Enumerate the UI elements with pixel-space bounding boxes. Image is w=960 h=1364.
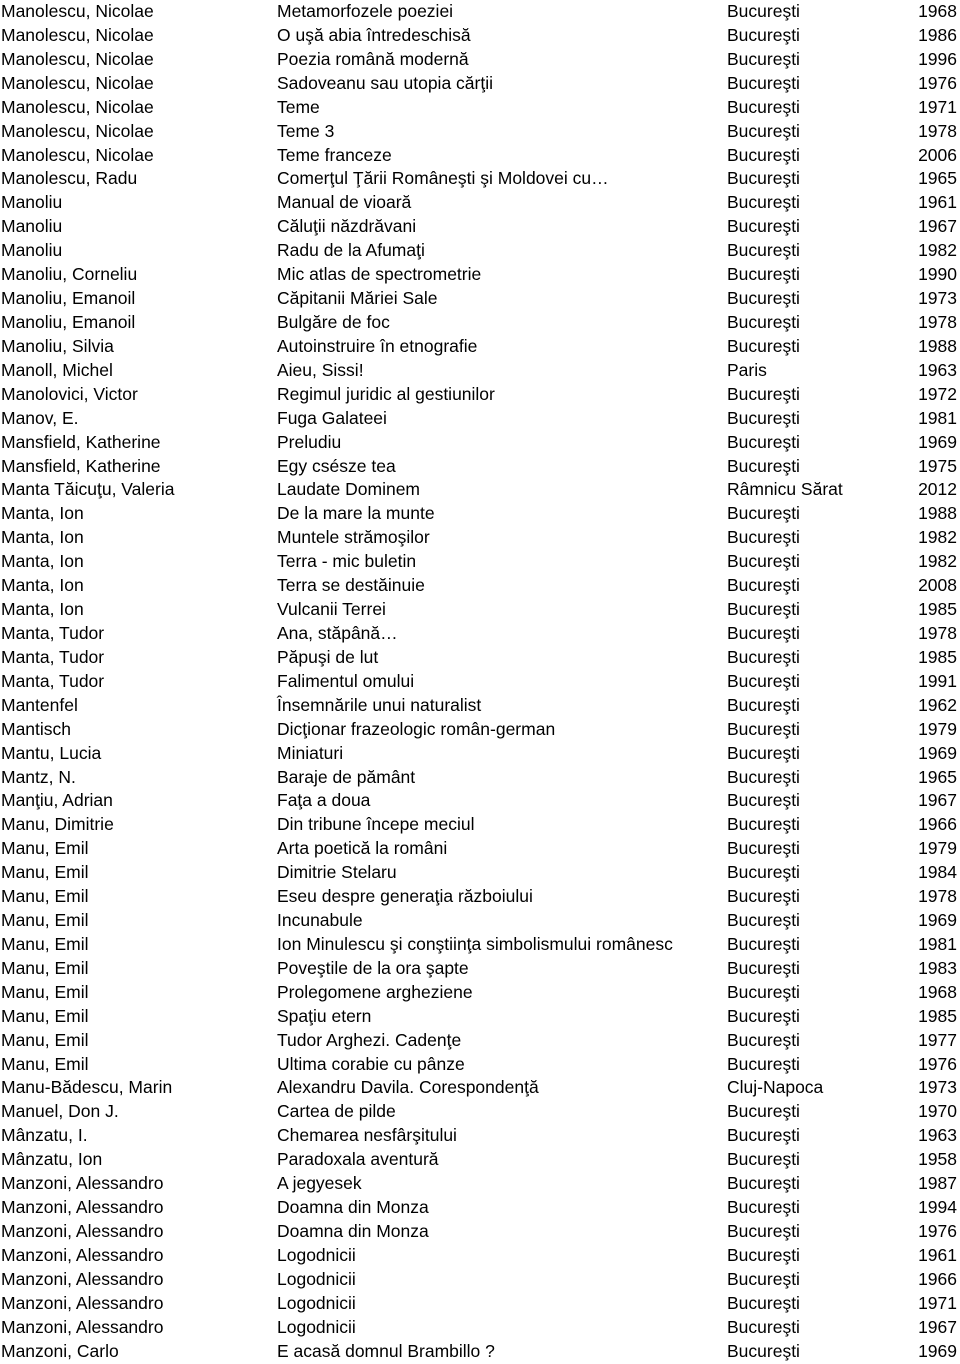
year-cell: 1976	[918, 72, 957, 93]
catalog-row	[0, 167, 960, 191]
title-cell: Miniaturi	[277, 742, 344, 763]
place-cell: Bucureşti	[727, 311, 800, 332]
author-cell: Manta Tăicuţu, Valeria	[1, 479, 175, 500]
author-cell: Manu, Emil	[1, 862, 89, 883]
author-cell: Manolescu, Nicolae	[1, 144, 154, 165]
author-cell: Manolescu, Nicolae	[1, 24, 154, 45]
author-cell: Mânzatu, I.	[1, 1125, 88, 1146]
author-cell: Manoliu	[1, 216, 63, 237]
year-cell: 1961	[918, 1244, 957, 1265]
title-cell: Păpuşi de lut	[277, 646, 379, 667]
author-cell: Manzoni, Alessandro	[1, 1197, 164, 1218]
author-cell: Manta, Tudor	[1, 622, 105, 643]
author-cell: Manta, Tudor	[1, 670, 105, 691]
author-cell: Manolescu, Nicolae	[1, 72, 154, 93]
catalog-row	[0, 478, 960, 502]
author-cell: Manu, Emil	[1, 981, 89, 1002]
title-cell: Bulgăre de foc	[277, 311, 390, 332]
title-cell: Căpitanii Măriei Sale	[277, 288, 438, 309]
author-cell: Manoliu, Emanoil	[1, 288, 136, 309]
year-cell: 2008	[918, 575, 957, 596]
catalog-row	[0, 1244, 960, 1268]
catalog-row	[0, 96, 960, 120]
catalog-row	[0, 311, 960, 335]
year-cell: 1994	[918, 1197, 957, 1218]
year-cell: 1963	[918, 359, 957, 380]
place-cell: Bucureşti	[727, 383, 800, 404]
catalog-row	[0, 0, 960, 24]
author-cell: Manzoni, Carlo	[1, 1340, 119, 1361]
title-cell: De la mare la munte	[277, 503, 435, 524]
year-cell: 1973	[918, 288, 957, 309]
year-cell: 1987	[918, 1173, 957, 1194]
catalog-row	[0, 574, 960, 598]
author-cell: Manzoni, Alessandro	[1, 1316, 164, 1337]
year-cell: 1963	[918, 1125, 957, 1146]
catalog-row	[0, 526, 960, 550]
title-cell: Căluţii năzdrăvani	[277, 216, 417, 237]
catalog-row	[0, 72, 960, 96]
year-cell: 1967	[918, 216, 957, 237]
catalog-row	[0, 885, 960, 909]
place-cell: Bucureşti	[727, 335, 800, 356]
catalog-row	[0, 1220, 960, 1244]
place-cell: Bucureşti	[727, 1, 800, 21]
catalog-row	[0, 455, 960, 479]
title-cell: Alexandru Davila. Corespondenţă	[277, 1077, 539, 1098]
year-cell: 1975	[918, 455, 957, 476]
title-cell: Muntele strămoşilor	[277, 527, 430, 548]
place-cell: Bucureşti	[727, 144, 800, 165]
place-cell: Bucureşti	[727, 862, 800, 883]
catalog-row	[0, 502, 960, 526]
author-cell: Mantz, N.	[1, 766, 76, 787]
author-cell: Manu, Emil	[1, 933, 89, 954]
title-cell: Ana, stăpână…	[277, 622, 398, 643]
place-cell: Bucureşti	[727, 694, 800, 715]
place-cell: Bucureşti	[727, 1221, 800, 1242]
catalog-row	[0, 1076, 960, 1100]
title-cell: Mic atlas de spectrometrie	[277, 264, 482, 285]
place-cell: Bucureşti	[727, 742, 800, 763]
year-cell: 1967	[918, 790, 957, 811]
place-cell: Bucureşti	[727, 120, 800, 141]
year-cell: 1981	[918, 407, 957, 428]
title-cell: Doamna din Monza	[277, 1221, 429, 1242]
title-cell: Dicţionar frazeologic român-german	[277, 718, 556, 739]
title-cell: Teme 3	[277, 120, 335, 141]
year-cell: 2012	[918, 479, 957, 500]
place-cell: Bucureşti	[727, 1316, 800, 1337]
place-cell: Râmnicu Sărat	[727, 479, 843, 500]
catalog-row	[0, 120, 960, 144]
catalog-row	[0, 550, 960, 574]
catalog-row	[0, 813, 960, 837]
author-cell: Manoliu, Emanoil	[1, 311, 136, 332]
year-cell: 1969	[918, 910, 957, 931]
catalog-row	[0, 359, 960, 383]
title-cell: Arta poetică la români	[277, 838, 448, 859]
title-cell: Incunabule	[277, 910, 363, 931]
title-cell: Baraje de pământ	[277, 766, 416, 787]
place-cell: Bucureşti	[727, 814, 800, 835]
place-cell: Bucureşti	[727, 72, 800, 93]
catalog-row	[0, 1292, 960, 1316]
author-cell: Manolescu, Nicolae	[1, 1, 154, 21]
place-cell: Bucureşti	[727, 24, 800, 45]
year-cell: 1978	[918, 622, 957, 643]
catalog-row	[0, 263, 960, 287]
place-cell: Bucureşti	[727, 48, 800, 69]
place-cell: Bucureşti	[727, 1244, 800, 1265]
year-cell: 1979	[918, 838, 957, 859]
catalog-row	[0, 1124, 960, 1148]
catalog-row	[0, 1100, 960, 1124]
title-cell: Dimitrie Stelaru	[277, 862, 397, 883]
year-cell: 1966	[918, 1268, 957, 1289]
catalog-row	[0, 335, 960, 359]
author-cell: Mansfield, Katherine	[1, 431, 161, 452]
title-cell: Falimentul omului	[277, 670, 415, 691]
place-cell: Paris	[727, 359, 767, 380]
author-cell: Mânzatu, Ion	[1, 1149, 103, 1170]
place-cell: Bucureşti	[727, 1173, 800, 1194]
catalog-row	[0, 191, 960, 215]
title-cell: Poveştile de la ora şapte	[277, 957, 469, 978]
catalog-row	[0, 1196, 960, 1220]
place-cell: Bucureşti	[727, 96, 800, 117]
author-cell: Manolescu, Nicolae	[1, 48, 154, 69]
place-cell: Bucureşti	[727, 1197, 800, 1218]
year-cell: 1972	[918, 383, 957, 404]
catalog-row	[0, 1148, 960, 1172]
author-cell: Manoll, Michel	[1, 359, 113, 380]
title-cell: Logodnicii	[277, 1268, 356, 1289]
author-cell: Manoliu, Corneliu	[1, 264, 138, 285]
author-cell: Manoliu	[1, 192, 63, 213]
year-cell: 1971	[918, 96, 957, 117]
year-cell: 1985	[918, 1005, 957, 1026]
catalog-row	[0, 1316, 960, 1340]
title-cell: Preludiu	[277, 431, 342, 452]
title-cell: Paradoxala aventură	[277, 1149, 439, 1170]
place-cell: Bucureşti	[727, 1053, 800, 1074]
author-cell: Manzoni, Alessandro	[1, 1268, 164, 1289]
place-cell: Bucureşti	[727, 168, 800, 189]
title-cell: Logodnicii	[277, 1292, 356, 1313]
catalog-row	[0, 622, 960, 646]
place-cell: Bucureşti	[727, 216, 800, 237]
year-cell: 1973	[918, 1077, 957, 1098]
catalog-row	[0, 287, 960, 311]
year-cell: 1986	[918, 24, 957, 45]
catalog-row	[0, 933, 960, 957]
place-cell: Bucureşti	[727, 933, 800, 954]
year-cell: 1969	[918, 1340, 957, 1361]
author-cell: Manuel, Don J.	[1, 1101, 119, 1122]
year-cell: 1988	[918, 335, 957, 356]
title-cell: Regimul juridic al gestiunilor	[277, 383, 495, 404]
year-cell: 1967	[918, 1316, 957, 1337]
catalog-row	[0, 215, 960, 239]
title-cell: Manual de vioară	[277, 192, 412, 213]
catalog-row	[0, 646, 960, 670]
place-cell: Bucureşti	[727, 503, 800, 524]
author-cell: Manta, Ion	[1, 503, 84, 524]
place-cell: Bucureşti	[727, 455, 800, 476]
title-cell: Logodnicii	[277, 1316, 356, 1337]
year-cell: 1984	[918, 862, 957, 883]
place-cell: Bucureşti	[727, 670, 800, 691]
title-cell: E acasă domnul Brambillo ?	[277, 1340, 495, 1361]
catalog-row	[0, 1268, 960, 1292]
place-cell: Bucureşti	[727, 838, 800, 859]
year-cell: 1968	[918, 981, 957, 1002]
author-cell: Manu, Emil	[1, 886, 89, 907]
author-cell: Manta, Ion	[1, 527, 84, 548]
year-cell: 1971	[918, 1292, 957, 1313]
catalog-row	[0, 766, 960, 790]
year-cell: 1968	[918, 1, 957, 21]
catalog-row	[0, 48, 960, 72]
author-cell: Mantu, Lucia	[1, 742, 102, 763]
title-cell: Prolegomene argheziene	[277, 981, 473, 1002]
title-cell: Egy csésze tea	[277, 455, 396, 476]
catalog-row	[0, 694, 960, 718]
title-cell: Vulcanii Terrei	[277, 599, 386, 620]
place-cell: Bucureşti	[727, 264, 800, 285]
year-cell: 1996	[918, 48, 957, 69]
place-cell: Bucureşti	[727, 192, 800, 213]
catalog-row	[0, 1172, 960, 1196]
year-cell: 1991	[918, 670, 957, 691]
year-cell: 2006	[918, 144, 957, 165]
author-cell: Manţiu, Adrian	[1, 790, 113, 811]
place-cell: Cluj-Napoca	[727, 1077, 824, 1098]
year-cell: 1983	[918, 957, 957, 978]
title-cell: Metamorfozele poeziei	[277, 1, 454, 21]
author-cell: Manoliu, Silvia	[1, 335, 114, 356]
place-cell: Bucureşti	[727, 1292, 800, 1313]
title-cell: Autoinstruire în etnografie	[277, 335, 478, 356]
catalog-row	[0, 1005, 960, 1029]
title-cell: Ion Minulescu şi conştiinţa simbolismului românesc	[277, 933, 673, 954]
place-cell: Bucureşti	[727, 790, 800, 811]
author-cell: Manolovici, Victor	[1, 383, 138, 404]
year-cell: 1976	[918, 1221, 957, 1242]
author-cell: Manta, Ion	[1, 599, 84, 620]
place-cell: Bucureşti	[727, 527, 800, 548]
author-cell: Manolescu, Radu	[1, 168, 138, 189]
catalog-row	[0, 1029, 960, 1053]
catalog-row	[0, 1340, 960, 1364]
place-cell: Bucureşti	[727, 957, 800, 978]
author-cell: Mantenfel	[1, 694, 78, 715]
year-cell: 1965	[918, 168, 957, 189]
title-cell: Din tribune începe meciul	[277, 814, 475, 835]
author-cell: Manta, Tudor	[1, 646, 105, 667]
place-cell: Bucureşti	[727, 718, 800, 739]
author-cell: Manolescu, Nicolae	[1, 120, 154, 141]
year-cell: 1966	[918, 814, 957, 835]
place-cell: Bucureşti	[727, 1149, 800, 1170]
author-cell: Manu, Dimitrie	[1, 814, 114, 835]
place-cell: Bucureşti	[727, 288, 800, 309]
year-cell: 1982	[918, 240, 957, 261]
place-cell: Bucureşti	[727, 431, 800, 452]
catalog-row	[0, 861, 960, 885]
title-cell: Laudate Dominem	[277, 479, 420, 500]
catalog-row	[0, 239, 960, 263]
author-cell: Manzoni, Alessandro	[1, 1292, 164, 1313]
author-cell: Manu, Emil	[1, 957, 89, 978]
year-cell: 1978	[918, 886, 957, 907]
author-cell: Manu-Bădescu, Marin	[1, 1077, 173, 1098]
year-cell: 1985	[918, 646, 957, 667]
place-cell: Bucureşti	[727, 1268, 800, 1289]
catalog-row	[0, 144, 960, 168]
author-cell: Manta, Ion	[1, 551, 84, 572]
title-cell: Teme franceze	[277, 144, 392, 165]
place-cell: Bucureşti	[727, 1005, 800, 1026]
author-cell: Manu, Emil	[1, 838, 89, 859]
year-cell: 1985	[918, 599, 957, 620]
year-cell: 1970	[918, 1101, 957, 1122]
place-cell: Bucureşti	[727, 766, 800, 787]
author-cell: Manzoni, Alessandro	[1, 1173, 164, 1194]
title-cell: Sadoveanu sau utopia cărţii	[277, 72, 493, 93]
title-cell: A jegyesek	[277, 1173, 362, 1194]
title-cell: Ultima corabie cu pânze	[277, 1053, 465, 1074]
place-cell: Bucureşti	[727, 575, 800, 596]
catalog-row	[0, 670, 960, 694]
author-cell: Mansfield, Katherine	[1, 455, 161, 476]
year-cell: 1982	[918, 551, 957, 572]
year-cell: 1990	[918, 264, 957, 285]
year-cell: 1965	[918, 766, 957, 787]
title-cell: Chemarea nesfârşitului	[277, 1125, 457, 1146]
place-cell: Bucureşti	[727, 1125, 800, 1146]
catalog-row	[0, 718, 960, 742]
author-cell: Mantisch	[1, 718, 72, 739]
place-cell: Bucureşti	[727, 622, 800, 643]
year-cell: 1969	[918, 431, 957, 452]
title-cell: Spaţiu etern	[277, 1005, 372, 1026]
title-cell: Logodnicii	[277, 1244, 356, 1265]
title-cell: Teme	[277, 96, 320, 117]
place-cell: Bucureşti	[727, 1340, 800, 1361]
title-cell: Faţa a doua	[277, 790, 371, 811]
author-cell: Manu, Emil	[1, 1053, 89, 1074]
catalog-row	[0, 598, 960, 622]
year-cell: 1969	[918, 742, 957, 763]
title-cell: Comerţul Ţării Româneşti şi Moldovei cu…	[277, 168, 609, 189]
place-cell: Bucureşti	[727, 646, 800, 667]
title-cell: Doamna din Monza	[277, 1197, 429, 1218]
year-cell: 1981	[918, 933, 957, 954]
year-cell: 1978	[918, 120, 957, 141]
author-cell: Manzoni, Alessandro	[1, 1244, 164, 1265]
place-cell: Bucureşti	[727, 599, 800, 620]
author-cell: Manzoni, Alessandro	[1, 1221, 164, 1242]
author-cell: Manov, E.	[1, 407, 79, 428]
catalog-row	[0, 981, 960, 1005]
place-cell: Bucureşti	[727, 886, 800, 907]
year-cell: 1961	[918, 192, 957, 213]
place-cell: Bucureşti	[727, 981, 800, 1002]
author-cell: Manoliu	[1, 240, 63, 261]
year-cell: 1988	[918, 503, 957, 524]
year-cell: 1979	[918, 718, 957, 739]
catalog-row	[0, 742, 960, 766]
title-cell: Fuga Galateei	[277, 407, 387, 428]
year-cell: 1982	[918, 527, 957, 548]
year-cell: 1958	[918, 1149, 957, 1170]
catalog-row	[0, 24, 960, 48]
year-cell: 1977	[918, 1029, 957, 1050]
author-cell: Manolescu, Nicolae	[1, 96, 154, 117]
year-cell: 1976	[918, 1053, 957, 1074]
place-cell: Bucureşti	[727, 551, 800, 572]
catalog-row	[0, 1053, 960, 1077]
catalog-row	[0, 909, 960, 933]
title-cell: Terra - mic buletin	[277, 551, 417, 572]
year-cell: 1962	[918, 694, 957, 715]
title-cell: Însemnările unui naturalist	[277, 694, 482, 715]
author-cell: Manu, Emil	[1, 910, 89, 931]
place-cell: Bucureşti	[727, 1029, 800, 1050]
author-cell: Manu, Emil	[1, 1005, 89, 1026]
place-cell: Bucureşti	[727, 240, 800, 261]
title-cell: O uşă abia întredeschisă	[277, 24, 471, 45]
author-cell: Manu, Emil	[1, 1029, 89, 1050]
year-cell: 1978	[918, 311, 957, 332]
title-cell: Terra se destăinuie	[277, 575, 425, 596]
catalog-row	[0, 431, 960, 455]
catalog-row	[0, 407, 960, 431]
place-cell: Bucureşti	[727, 407, 800, 428]
title-cell: Poezia română modernă	[277, 48, 469, 69]
author-cell: Manta, Ion	[1, 575, 84, 596]
title-cell: Radu de la Afumaţi	[277, 240, 425, 261]
title-cell: Aieu, Sissi!	[277, 359, 364, 380]
catalog-row	[0, 837, 960, 861]
place-cell: Bucureşti	[727, 1101, 800, 1122]
title-cell: Cartea de pilde	[277, 1101, 396, 1122]
catalog-row	[0, 383, 960, 407]
title-cell: Tudor Arghezi. Cadenţe	[277, 1029, 462, 1050]
place-cell: Bucureşti	[727, 910, 800, 931]
catalog-row	[0, 957, 960, 981]
catalog-row	[0, 789, 960, 813]
title-cell: Eseu despre generaţia războiului	[277, 886, 533, 907]
